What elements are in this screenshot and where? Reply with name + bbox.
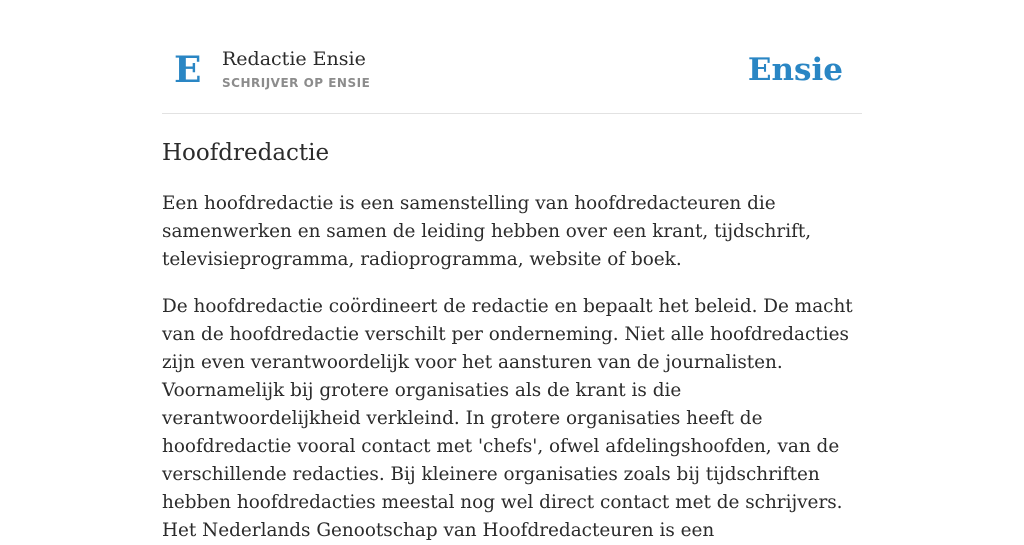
article-header	[162, 0, 862, 114]
author-avatar-initial[interactable]: E	[174, 49, 202, 91]
author-name-link[interactable]: Redactie Ensie	[222, 48, 366, 70]
body-paragraph: Een hoofdredactie is een samenstelling van hoofdredacteuren die samenwerken en samen de leiding hebben over een krant, tijdschrift, televisieprogramma, radioprogramma, website of boek.	[162, 193, 812, 270]
author-role: SCHRIJVER OP ENSIE	[222, 76, 371, 90]
article-container	[162, 0, 862, 545]
article-body	[162, 190, 862, 545]
article-title: Hoofdredactie	[162, 140, 330, 166]
brand-logo[interactable]: Ensie	[747, 52, 843, 88]
body-paragraph: De hoofdredactie coördineert de redactie en bepaalt het beleid. De macht van de hoofdredactie verschilt per onderneming. Niet alle hoofdredacties zijn even verantwoordelijk voor het aansturen van de journalisten. Voornamelijk bij grotere organisaties als de krant is die verantwoordelijkheid verkleind. In grotere organisaties heeft de hoofdredactie vooral contact met 'chefs', ofwel afdelingshoofden, van de verschillende redacties. Bij kleinere organisaties zoals bij tijdschriften hebben hoofdredacties meestal nog wel direct contact met de schrijvers. Het Nederlands Genootschap van Hoofdredacteuren is een	[162, 296, 853, 541]
